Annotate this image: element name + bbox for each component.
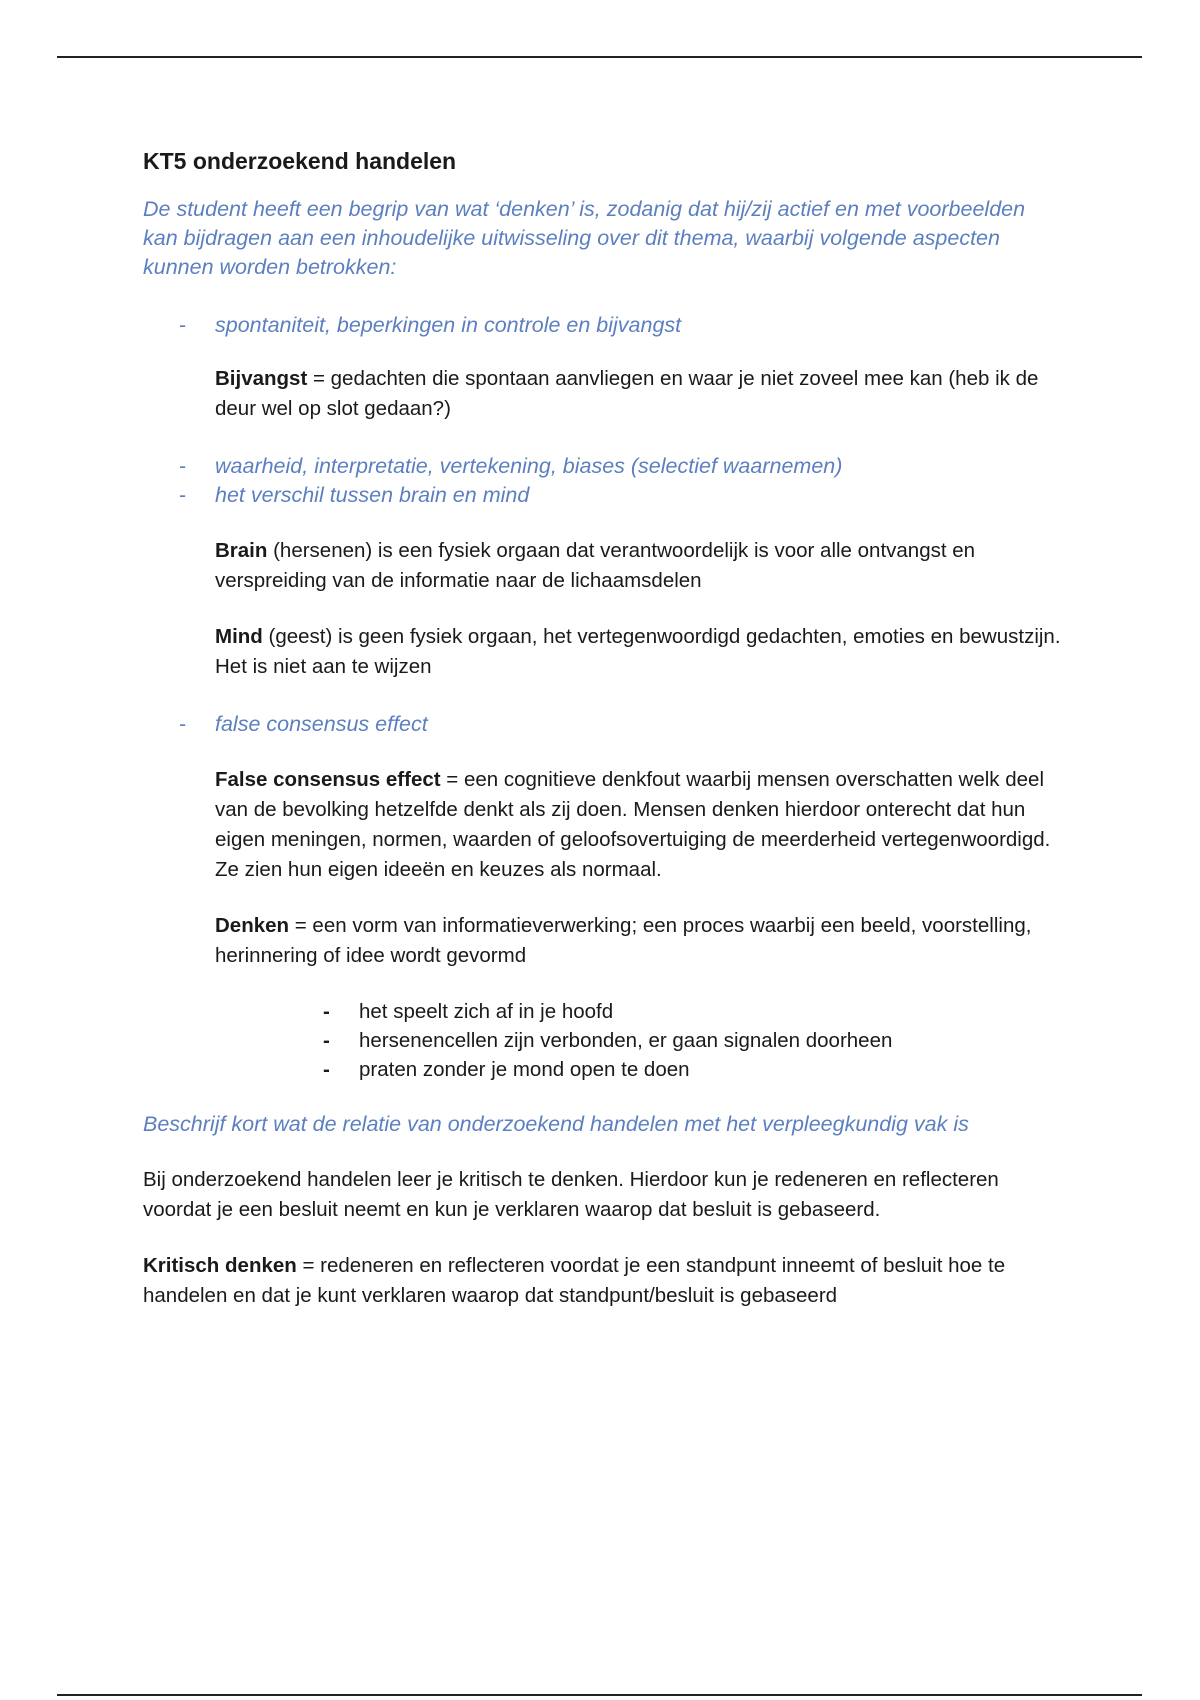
dash-bullet: -: [179, 454, 187, 478]
list-item: [143, 997, 1063, 1026]
list-item: [143, 452, 1063, 481]
document-page: [143, 145, 1063, 1311]
footer-rule: [57, 1694, 1142, 1696]
point-text: praten zonder je mond open te doen: [359, 1058, 690, 1081]
definition-text: = een cognitieve denkfout waarbij mensen overschatten welk deel van de bevolking hetzelfde denkt als zij doen. Mensen denken hierdoor onterecht dat hun eigen meningen, normen, waarden of geloofsovertuiging de meerderheid vertegenwoordigd. Ze zien hun eigen ideeën en keuzes als normaal.: [215, 768, 1051, 881]
list-item: [143, 1055, 1063, 1084]
definition-text: = redeneren en reflecteren voordat je een standpunt inneemt of besluit hoe te handelen en dat je kunt verklaren waarop dat standpunt/besluit is gebaseerd: [143, 1254, 1006, 1307]
list-item: [143, 1026, 1063, 1055]
aspect-text: spontaniteit, beperkingen in controle en bijvangst: [215, 313, 682, 337]
definition-mind: [143, 622, 1063, 682]
term: Bijvangst: [215, 367, 308, 390]
intro-paragraph: De student heeft een begrip van wat ‘denken’ is, zodanig dat hij/zij actief en met voorbeelden kan bijdragen aan een inhoudelijke uitwisseling over dit thema, waarbij volgende aspecten kunnen worden betrokken:: [143, 197, 1026, 279]
aspect-list: [143, 311, 1063, 340]
aspect-list: [143, 710, 1063, 739]
dash-bullet: -: [179, 313, 187, 337]
definition-bijvangst: [143, 364, 1063, 424]
definition-text: (hersenen) is een fysiek orgaan dat verantwoordelijk is voor alle ontvangst en verspreiding van de informatie naar de lichaamsdelen: [215, 539, 976, 592]
definition-kritisch-denken: [143, 1251, 1063, 1311]
list-item: [143, 311, 1063, 340]
dash-bullet: -: [179, 712, 187, 736]
term: Kritisch denken: [143, 1254, 297, 1277]
bullet: -: [323, 1058, 330, 1081]
definition-denken: [143, 911, 1063, 971]
bullet: -: [323, 1000, 330, 1023]
definition-text: = een vorm van informatieverwerking; een proces waarbij een beeld, voorstelling, herinnering of idee wordt gevormd: [215, 914, 1032, 967]
page-title: KT5 onderzoekend handelen: [143, 148, 457, 174]
denken-points: [143, 997, 1063, 1084]
bullet: -: [323, 1029, 330, 1052]
term: Mind: [215, 625, 263, 648]
header-rule: [57, 56, 1142, 58]
aspect-list: [143, 452, 1063, 510]
list-item: [143, 710, 1063, 739]
definition-false-consensus: [143, 765, 1063, 885]
answer-paragraph: Bij onderzoekend handelen leer je kritisch te denken. Hierdoor kun je redeneren en reflecteren voordat je een besluit neemt en kun je verklaren waarop dat besluit is gebaseerd.: [143, 1168, 999, 1221]
list-item: [143, 481, 1063, 510]
term: Denken: [215, 914, 290, 937]
definition-text: (geest) is geen fysiek orgaan, het vertegenwoordigd gedachten, emoties en bewustzijn. Het is niet aan te wijzen: [215, 625, 1061, 678]
definition-text: = gedachten die spontaan aanvliegen en waar je niet zoveel mee kan (heb ik de deur wel op slot gedaan?): [215, 367, 1039, 420]
question-heading: Beschrijf kort wat de relatie van onderzoekend handelen met het verpleegkundig vak is: [143, 1112, 969, 1136]
definition-brain: [143, 536, 1063, 596]
dash-bullet: -: [179, 483, 187, 507]
aspect-text: het verschil tussen brain en mind: [215, 483, 530, 507]
point-text: het speelt zich af in je hoofd: [359, 1000, 614, 1023]
aspect-text: waarheid, interpretatie, vertekening, biases (selectief waarnemen): [215, 454, 843, 478]
point-text: hersenencellen zijn verbonden, er gaan signalen doorheen: [359, 1029, 893, 1052]
aspect-text: false consensus effect: [215, 712, 428, 736]
term: False consensus effect: [215, 768, 441, 791]
term: Brain: [215, 539, 268, 562]
